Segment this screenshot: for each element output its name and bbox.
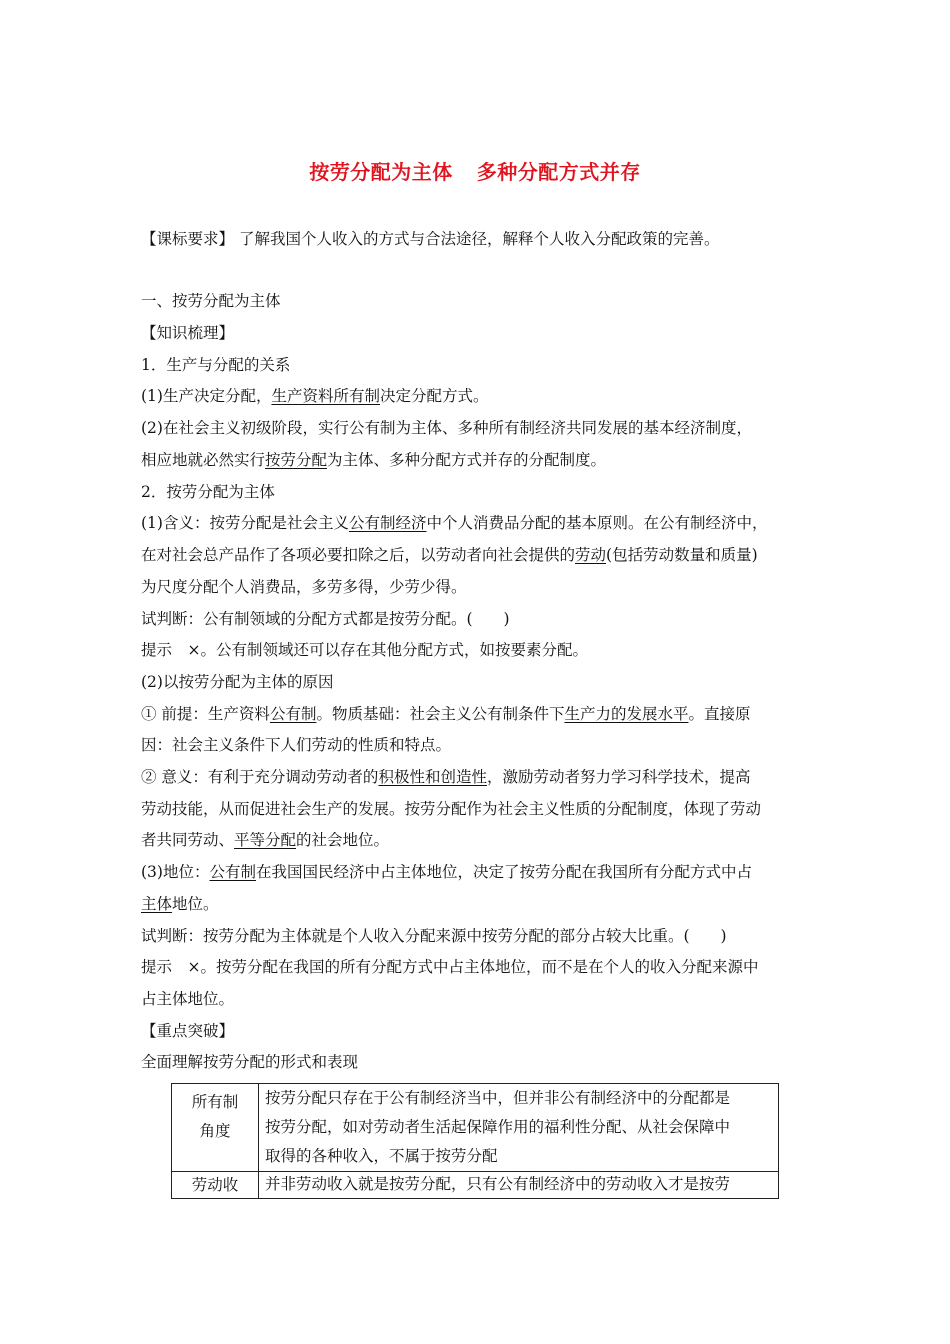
reason1-line2: 因：社会主义条件下人们劳动的性质和特点。 xyxy=(141,736,452,754)
definition-line1: (1)含义：按劳分配是社会主义公有制经济中个人消费品分配的基本原则。在公有制经济中， xyxy=(141,514,768,532)
blank-answer: 公有制 xyxy=(269,705,317,723)
blank-answer: 积极性和创造性 xyxy=(378,768,487,786)
table-row xyxy=(172,1084,779,1172)
blank-answer: 劳动 xyxy=(575,546,607,564)
item1-paragraph2-line1: (2)在社会主义初级阶段，实行公有制为主体、多种所有制经济共同发展的基本经济制度， xyxy=(141,419,752,437)
comparison-table xyxy=(171,1083,779,1199)
knowledge-label: 【知识梳理】 xyxy=(141,324,235,342)
section-heading: 一、按劳分配为主体 xyxy=(141,292,281,310)
blank-answer: 生产资料所有制 xyxy=(271,387,380,405)
judge-question-1: 试判断：公有制领域的分配方式都是按劳分配。( ) xyxy=(141,610,510,628)
reason2-line3: 者共同劳动、平等分配的社会地位。 xyxy=(141,831,390,849)
table-cell: 并非劳动收入就是按劳分配，只有公有制经济中的劳动收入才是按劳 xyxy=(259,1172,779,1199)
table-cell: 按劳分配只存在于公有制经济当中，但并非公有制经济中的分配都是 按劳分配，如对劳动者生活起保障作用的福利性分配、从社会保障中 取得的各种收入，不属于按劳分配 xyxy=(259,1084,779,1172)
standard-text: 了解我国个人收入的方式与合法途径，解释个人收入分配政策的完善。 xyxy=(238,230,720,248)
item1-paragraph1: (1)生产决定分配，生产资料所有制决定分配方式。 xyxy=(141,387,489,405)
judge-question-2: 试判断：按劳分配为主体就是个人收入分配来源中按劳分配的部分占较大比重。( ) xyxy=(141,927,727,945)
blank-answer: 按劳分配 xyxy=(265,451,328,469)
blank-answer: 平等分配 xyxy=(234,831,297,849)
focus-intro: 全面理解按劳分配的形式和表现 xyxy=(141,1053,359,1071)
blank-answer: 公有制经济 xyxy=(348,514,427,532)
item1-paragraph2-line2: 相应地就必然实行按劳分配为主体、多种分配方式并存的分配制度。 xyxy=(141,451,607,469)
status-line2: 主体地位。 xyxy=(141,895,219,913)
item1-heading: 1．生产与分配的关系 xyxy=(141,356,291,374)
reason-heading: (2)以按劳分配为主体的原因 xyxy=(141,673,334,691)
focus-label: 【重点突破】 xyxy=(141,1022,235,1040)
definition-line2: 在对社会总产品作了各项必要扣除之后，以劳动者向社会提供的劳动(包括劳动数量和质量) xyxy=(141,546,758,564)
item2-heading: 2．按劳分配为主体 xyxy=(141,483,275,501)
definition-line3: 为尺度分配个人消费品，多劳多得，少劳少得。 xyxy=(141,578,467,596)
table-row-header: 所有制 角度 xyxy=(172,1084,259,1172)
blank-answer: 公有制 xyxy=(209,863,256,881)
table-row-header: 劳动收 xyxy=(172,1172,259,1199)
page-title: 按劳分配为主体 多种分配方式并存 xyxy=(309,160,641,184)
reason2-line1: ② 意义：有利于充分调动劳动者的积极性和创造性，激励劳动者努力学习科学技术，提高 xyxy=(141,768,751,786)
blank-answer: 生产力的发展水平 xyxy=(564,705,689,723)
hint-1: 提示 ×。公有制领域还可以存在其他分配方式，如按要素分配。 xyxy=(141,641,588,659)
table-row xyxy=(172,1172,779,1199)
hint-2-line1: 提示 ×。按劳分配在我国的所有分配方式中占主体地位，而不是在个人的收入分配来源中 xyxy=(141,958,759,976)
hint-2-line2: 占主体地位。 xyxy=(141,990,235,1008)
standard-requirement xyxy=(141,229,719,249)
reason1-line1: ① 前提：生产资料公有制。物质基础：社会主义公有制条件下生产力的发展水平。直接原 xyxy=(141,705,751,723)
reason2-line2: 劳动技能，从而促进社会生产的发展。按劳分配作为社会主义性质的分配制度，体现了劳动 xyxy=(141,800,762,818)
blank-answer: 主体 xyxy=(141,895,173,913)
standard-label: 【课标要求】 xyxy=(141,230,235,248)
status-line1: (3)地位：公有制在我国国民经济中占主体地位，决定了按劳分配在我国所有分配方式中占 xyxy=(141,863,752,881)
